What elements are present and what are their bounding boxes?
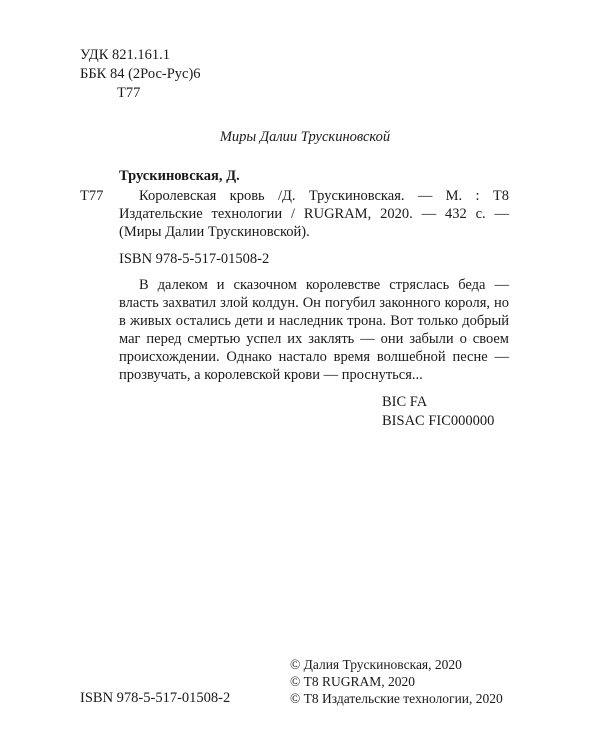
author-mark: Т77 [117, 85, 141, 101]
bibliographic-description: Королевская кровь /Д. Трускиновская. — М. : Т8 Издательские технологии / RUGRAM, 2020. — 432 с. — (Миры Далии Трускиновской). [119, 188, 509, 240]
author-heading: Трускиновская, Д. [119, 168, 240, 184]
bbk-code: ББК 84 (2Рос-Рус)6 [80, 66, 201, 82]
copyright-line: © Т8 Издательские технологии, 2020 [290, 691, 503, 706]
bic-code: BIC FA [382, 394, 428, 410]
copyright-line: © Далия Трускиновская, 2020 [290, 657, 462, 672]
copyright-line: © Т8 RUGRAM, 2020 [290, 674, 416, 689]
annotation-paragraph: В далеком и сказочном королевстве стряслась беда — власть захватил злой колдун. Он погубил законного короля, но в живых остались дети и наследник трона. Вот только добрый маг перед смертью успел их заклять — они забыли о своем происхождении. Однако настало время волшебной песне — прозвучать, а королевской крови — проснуться... [119, 277, 509, 383]
isbn-footer: ISBN 978-5-517-01508-2 [80, 690, 231, 706]
author-mark-margin: Т77 [80, 188, 104, 204]
isbn-record: ISBN 978-5-517-01508-2 [119, 251, 270, 267]
bisac-code: BISAC FIC000000 [382, 413, 495, 429]
series-title: Миры Далии Трускиновской [219, 129, 391, 145]
udk-code: УДК 821.161.1 [80, 47, 170, 63]
